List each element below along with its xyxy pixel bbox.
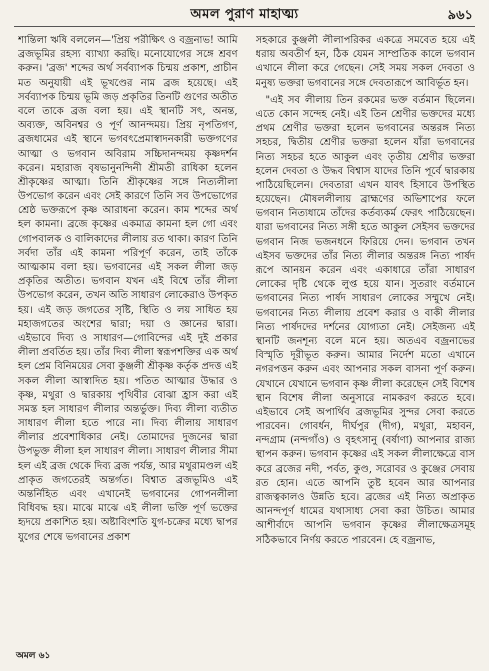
paragraph: "এই সব লীলায় তিন রকমের ভক্ত বর্তমান ছিলেন। এতে কোন সন্দেহ নেই। এই তিন শ্রেণীর ভক্তদের মধ্যে প্রথম শ্রেণীর ভক্তরা হলেন ভগবানের অন্তরঙ্গ নিত্য সহচর, দ্বিতীয় শ্রেণীর ভক্তরা হলেন যাঁরা ভগবানের নিত্য সহচর হতে আকুল এবং তৃতীয় শ্রেণীর ভক্তরা হলেন দেবতা ও উদ্ধব বিশ্বাস যাদের তিনি পূর্বে দ্বারকায় পাঠিয়েছিলেন। দেবতারা এখন যাবৎ হিসাবে উপস্থিত হয়েছেন। মৌষললীলায় ব্রাহ্মণের অভিশাপের ফলে ভগবান নিত্যধামে তাঁদের কর্তব্যকর্ম ফেরৎ পাঠিয়েছেন। যারা ভগবানের নিত্য সঙ্গী হতে আকুল সেইসব ভক্তদের ভগবান নিজ ভজনধনে ফিরিয়ে দেন। ভগবান তখন এইসব ভক্তদের তাঁর নিত্য লীলার অন্তরঙ্গ নিত্য পার্ষদ রূপে আনয়ন করেন এবং একাধারে তাঁরা সাধারণ লোকের দৃষ্টি থেকে লুপ্ত হয়ে যান। সুতরাং বর্তমানে ভগবানের নিত্য পার্ষদ সাধারণ লোকের সম্মুখে নেই। ভগবানের নিত্য লীলায় প্রবেশ করার ও বাকী লীলার নিত্য পার্ষদদের দর্শনের যোগ্যতা নেই। সেইজন্য এই স্থানটি জনশূন্য বলে মনে হয়। অতএব বজ্রনাভের বিস্মৃতি দূরীভূত করুন। আমার নির্দেশ মতো এখানে নগরপত্তন করুন এবং আপনার সকল বাসনা পূর্ণ করুন। যেখানে যেখানে ভগবান কৃষ্ণ লীলা করেছেন সেই বিশেষ স্থান বিশেষ লীলা অনুসারে নামকরণ করতে হবে। এইভাবে সেই অপার্থিব ব্রজভূমির সুন্দর সেবা করতে পারবেন। গোবর্ধন, দীর্ঘপুর (দীগ), মথুরা, মহাবন, নন্দগ্রাম (নন্দগাঁও) ও বৃহৎসানু (বর্ষাণা) আপনার রাজ্য স্থাপন করুন। ভগবান কৃষ্ণের এই সকল লীলাক্ষেত্রে বাস করে ব্রজের নদী, পর্বত, কুণ্ড, সরোবর ও কুঞ্জের সেবায় রত হোন। এতে আপনি তুষ্ট হবেন আর আপনার রাজত্বকালও উন্নতি হবে। ব্রজের এই নিত্য অপ্রাকৃত আনন্দপূর্ণ ধামের যথাসাধ্য সেবা করা উচিত। আমার আশীর্বাদে আপনি ভগবান কৃষ্ণের লীলাক্ষেত্রসমূহ সঠিকভাবে নির্ণয় করতে পারবেন। হে বজ্রনাভ, [255, 94, 475, 546]
paragraph: সহকারে কুঞ্জলী লীলাপরিকর একত্রে সমবেত হয়ে এই ধরায় অবতীর্ণ হন, ঠিক যেমন সাম্প্রতিক কালে ভগবান এখানে লীলা করে গেছেন। সেই সময় সকল দেবতা ও মনুষ্য ভক্তরা ভগবানের সঙ্গে দেবতারূপে আবির্ভূত হন। [255, 35, 475, 89]
page-number: ৯৬১ [447, 8, 473, 23]
running-header [14, 4, 475, 27]
right-column [256, 34, 476, 641]
footer-label: অমল ৬১ [16, 651, 51, 661]
left-column [18, 34, 238, 641]
book-title: অমল পুরাণ মাহাত্ম্য [190, 6, 299, 22]
text-columns [18, 34, 475, 641]
paragraph: শান্তিলা ঋষি বললেন—'প্রিয় পরীক্ষিৎ ও বজ্রনাভ! আমি ব্রজভূমির রহস্য ব্যাখ্যা করছি। মনোযোগের সঙ্গে শ্রবণ করুন। 'ব্রজ' শব্দের অর্থ সর্বব্যাপক চিন্ময় প্রকাশ, প্রাচীন মত অনুযায়ী এই ভূখণ্ডের নাম ব্রজ হয়েছে। এই সর্বব্যাপক চিন্ময় ভূমি জড় প্রকৃতির তিনটি গুণের অতীত বলে তাকে ব্রজ বলা হয়। এই স্থানটি সৎ, অনন্ত, অব্যক্ত, অবিনশ্বর ও পূর্ণ আনন্দময়। প্রিয় নৃপতিগণ, ব্রজধামের এই স্থানে ভগবৎপ্রেমাস্বাদনকারী ভক্তগণের আত্মা ও ভগবান অবিরাম সচ্চিদানন্দময় কৃষ্ণদর্শন করেন। মহারাজ বৃষভানুনন্দিনী শ্রীমতী রাধিকা হলেন শ্রীকৃষ্ণের আত্মা। তিনি শ্রীকৃষ্ণের সঙ্গে নিত্যলীলা উপভোগ করেন এবং সেই কারণে তিনি সব উপভোগের শ্রেষ্ঠ ভক্তরূপে কৃষ্ণ আরাধনা করেন। কাম শব্দের অর্থ হল কামনা। ব্রজে কৃষ্ণের একমাত্র কামনা হল গো এবং গোপবালক ও বালিকাদের লীলায় রত থাকা। কারণ তিনি সর্বদা তাঁর এই কামনা পরিপূর্ণ করেন, তাই তাঁকে আত্মকাম বলা হয়। ভগবানের এই সকল লীলা জড় প্রকৃতির অতীত। ভগবান যখন এই বিশ্বে তাঁর লীলা উপভোগ করেন, তখন অতি সাধারণ লোকেরাও উপকৃত হয়। এই জড় জগতের সৃষ্টি, স্থিতি ও লয় সাধিত হয় মহাজগতের অংশের দ্বারা; দয়া ও জ্ঞানের দ্বারা। এইভাবে দিব্য ও সাধারণ—গোবিন্দের এই দুই প্রকার লীলা প্রবর্তিত হয়। তাঁর দিব্য লীলা স্বরূপশক্তির এক অর্থ হল প্রেম বিনিময়ের সেবা কুঞ্জলী শ্রীকৃষ্ণ কর্তৃক প্রদত্ত এই সকল লীলা আস্বাদিত হয়। পতিত আত্মার উদ্ধার ও কৃষ্ণ, মথুরা ও দ্বারকায় পৃথিবীর বোঝা হ্রাস করা এই সমস্ত হল সাধারণ লীলার অন্তর্ভুক্ত। দিব্য লীলা ব্যতীত সাধারণ লীলা হতে পারে না। দিব্য লীলায় সাধারণ লীলার প্রবেশাধিকার নেই। তোমাদের দুজনের দ্বারা উপভুক্ত লীলা হল সাধারণ লীলা। সাধারণ লীলার সীমা হল এই ব্রজ থেকে দিব্য ব্রজ পর্যন্ত, আর মথুরামণ্ডল এই প্রাকৃত জগতেরই অন্তর্গত। বিশ্বাত ব্রজভূমিও এই অন্তর্নিহিত এবং এখানেই ভগবানের গোপনলীলা বিধিবদ্ধ হয়। মাঝে মাঝে এই লীলা ভক্তি পূর্ণ ভক্তের হৃদয়ে প্রকাশিত হয়। অষ্টাবিংশতি যুগ-চক্রের মধ্যে দ্বাপর যুগের শেষে ভগবানের প্রকাশ [18, 35, 238, 543]
